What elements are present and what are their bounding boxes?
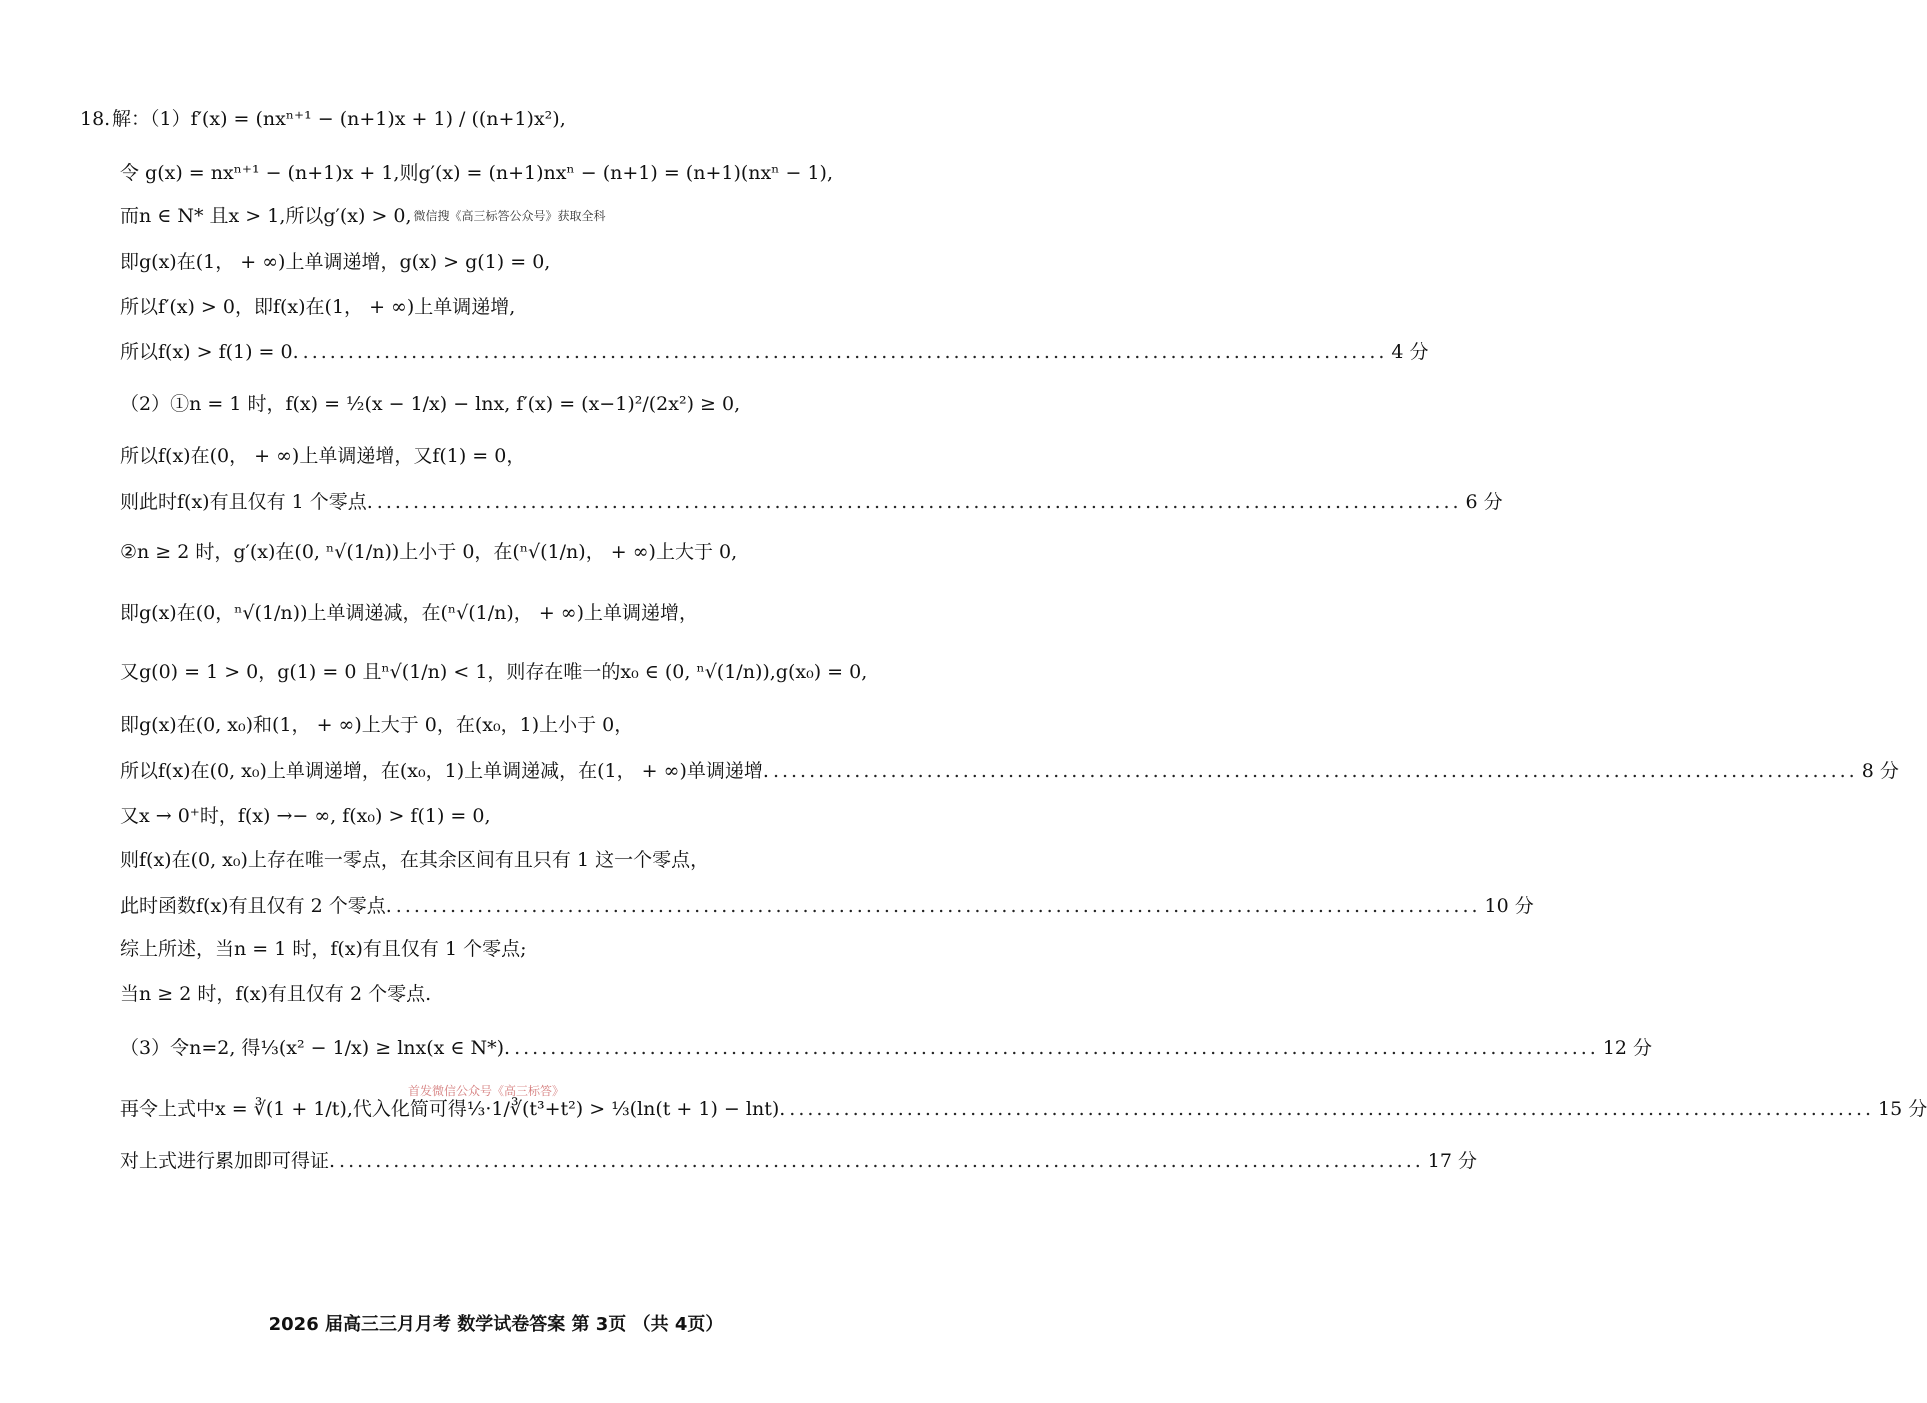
dot-leader: ........................................................................................................................ (789, 1098, 1875, 1120)
solution-line (120, 710, 930, 740)
solution-line (120, 158, 930, 188)
solution-line (120, 441, 930, 471)
solution-text: 又g(0) = 1 > 0，g(1) = 0 且ⁿ√(1/n) < 1，则存在唯一的x₀ ∈ (0, ⁿ√(1/n)),g(x₀) = 0, (120, 661, 868, 683)
dot-leader: ........................................................................................................................ (514, 1037, 1599, 1059)
solution-line (120, 1033, 1653, 1063)
solution-text: 即g(x)在(1， + ∞)上单调递增，g(x) > g(1) = 0, (120, 251, 551, 273)
solution-text: 而n ∈ N* 且x > 1,所以g′(x) > 0, (120, 205, 412, 227)
solution-line (120, 1146, 1478, 1176)
score-label: 10 分 (1484, 895, 1534, 917)
solution-text: 则f(x)在(0, x₀)上存在唯一零点，在其余区间有且只有 1 这一个零点， (120, 849, 710, 871)
score-label: 12 分 (1602, 1037, 1653, 1059)
solution-line (120, 337, 1429, 367)
solution-line (120, 891, 1534, 921)
solution-line (120, 537, 930, 567)
dot-leader: ........................................................................................................................ (302, 341, 1388, 363)
solution-text: 当n ≥ 2 时，f(x)有且仅有 2 个零点. (120, 983, 432, 1005)
solution-text: 综上所述，当n = 1 时，f(x)有且仅有 1 个零点; (120, 938, 527, 960)
solution-line (120, 487, 1503, 517)
solution-text: 解：（1）f′(x) = (nxⁿ⁺¹ − (n+1)x + 1) / ((n+1)x²), (112, 108, 566, 130)
solution-line (120, 247, 930, 277)
score-label: 8 分 (1861, 760, 1899, 782)
solution-text: 又x → 0⁺时，f(x) →− ∞, f(x₀) > f(1) = 0, (120, 805, 491, 827)
solution-text: 对上式进行累加即可得证. (120, 1150, 336, 1172)
solution-text: ②n ≥ 2 时，g′(x)在(0, ⁿ√(1/n))上小于 0，在(ⁿ√(1/n)， + ∞)上大于 0, (120, 541, 738, 563)
solution-line (120, 389, 930, 419)
dot-leader: ........................................................................................................................ (339, 1150, 1424, 1172)
score-label: 4 分 (1391, 341, 1429, 363)
solution-line (120, 657, 930, 687)
solution-text: 所以f′(x) > 0，即f(x)在(1， + ∞)上单调递增, (120, 296, 516, 318)
solution-line (120, 801, 930, 831)
dot-leader: ........................................................................................................................ (772, 760, 1858, 782)
solution-line (112, 104, 930, 134)
score-label: 17 分 (1427, 1150, 1478, 1172)
solution-text: 所以f(x) > f(1) = 0. (120, 341, 299, 363)
solution-text: 令 g(x) = nxⁿ⁺¹ − (n+1)x + 1,则g′(x) = (n+1)nxⁿ − (n+1) = (n+1)(nxⁿ − 1), (120, 162, 833, 184)
solution-text: 即g(x)在(0，ⁿ√(1/n))上单调递减，在(ⁿ√(1/n)， + ∞)上单调递增， (120, 602, 699, 624)
solution-line (120, 756, 1899, 786)
solution-text: 再令上式中x = ∛(1 + 1/t),代入化简可得⅓·1/∛(t³+t²) > ⅓(ln(t + 1) − lnt). (120, 1098, 786, 1120)
dot-leader: ........................................................................................................................ (376, 491, 1462, 513)
score-label: 15 分 (1878, 1098, 1927, 1120)
solution-line (120, 598, 930, 628)
solution-text: （2）①n = 1 时，f(x) = ½(x − 1/x) − lnx, f′(x) = (x−1)²/(2x²) ≥ 0, (120, 393, 741, 415)
solution-line (120, 979, 930, 1009)
solution-text: 则此时f(x)有且仅有 1 个零点. (120, 491, 373, 513)
watermark: 首发微信公众号《高三标答》 (408, 1084, 565, 1098)
solution-text: 所以f(x)在(0, x₀)上单调递增，在(x₀，1)上单调递减，在(1， + ∞)单调递增. (120, 760, 769, 782)
solution-line (120, 1094, 1927, 1124)
solution-line (120, 934, 930, 964)
solution-text: （3）令n=2, 得⅓(x² − 1/x) ≥ lnx(x ∈ N*). (120, 1037, 511, 1059)
solution-text: 所以f(x)在(0， + ∞)上单调递增，又f(1) = 0， (120, 445, 526, 467)
question-number: 18. (80, 108, 111, 130)
promo-note: 微信搜《高三标答公众号》获取全科 (413, 209, 606, 223)
dot-leader: ........................................................................................................................ (395, 895, 1481, 917)
solution-text: 即g(x)在(0, x₀)和(1， + ∞)上大于 0，在(x₀，1)上小于 0， (120, 714, 634, 736)
solution-line (120, 292, 930, 322)
page-footer: 2026 届高三三月月考 数学试卷答案 第 3页 （共 4页） (268, 1314, 724, 1335)
score-label: 6 分 (1465, 491, 1503, 513)
solution-text: 此时函数f(x)有且仅有 2 个零点. (120, 895, 392, 917)
solution-line (120, 845, 930, 875)
solution-line (120, 201, 930, 231)
